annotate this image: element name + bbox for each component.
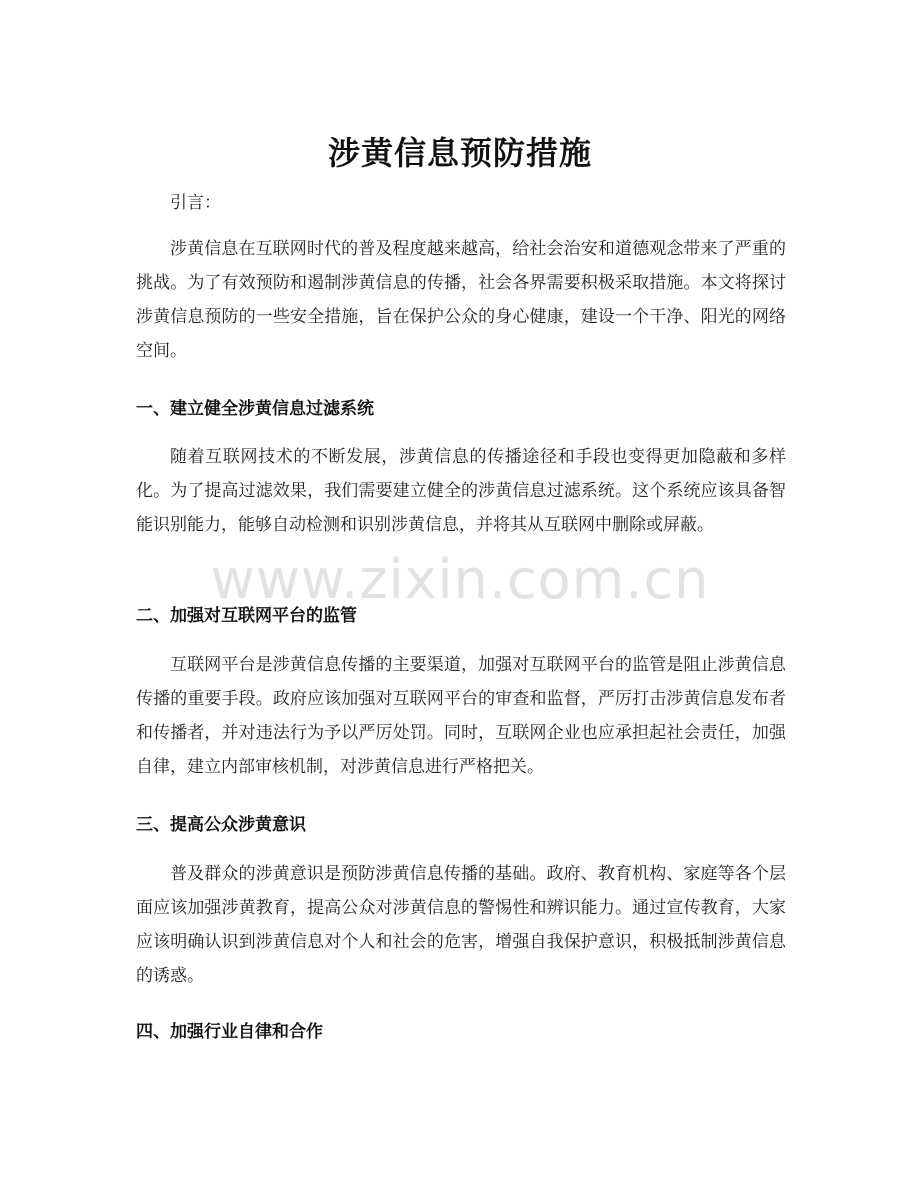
section-body-2: 互联网平台是涉黄信息传播的主要渠道，加强对互联网平台的监管是阻止涉黄信息传播的重要手段。政府应该加强对互联网平台的审查和监督，严厉打击涉黄信息发布者和传播者，并对违法行为予以严厉处罚。同时，互联网企业也应承担起社会责任，加强自律，建立内部审核机制，对涉黄信息进行严格把关。 <box>136 655 786 777</box>
section-heading-2: 二、加强对互联网平台的监管 <box>136 606 357 626</box>
intro-paragraph: 涉黄信息在互联网时代的普及程度越来越高，给社会治安和道德观念带来了严重的挑战。为了有效预防和遏制涉黄信息的传播，社会各界需要积极采取措施。本文将探讨涉黄信息预防的一些安全措施，旨在保护公众的身心健康，建设一个干净、阳光的网络空间。 <box>136 239 786 361</box>
section-heading-1: 一、建立健全涉黄信息过滤系统 <box>136 399 374 419</box>
section-heading-3: 三、提高公众涉黄意识 <box>136 815 306 835</box>
section-body-1: 随着互联网技术的不断发展，涉黄信息的传播途径和手段也变得更加隐蔽和多样化。为了提高过滤效果，我们需要建立健全的涉黄信息过滤系统。这个系统应该具备智能识别能力，能够自动检测和识别涉黄信息，并将其从互联网中删除或屏蔽。 <box>136 447 786 535</box>
document-title: 涉黄信息预防措施 <box>327 134 592 173</box>
site-watermark: www.zixin.com.cn <box>210 548 710 611</box>
intro-label: 引言： <box>170 193 221 213</box>
section-heading-4: 四、加强行业自律和合作 <box>136 1022 323 1042</box>
section-body-3: 普及群众的涉黄意识是预防涉黄信息传播的基础。政府、教育机构、家庭等各个层面应该加强涉黄教育，提高公众对涉黄信息的警惕性和辨识能力。通过宣传教育，大家应该明确认识到涉黄信息对个人和社会的危害，增强自我保护意识，积极抵制涉黄信息的诱惑。 <box>136 864 786 986</box>
